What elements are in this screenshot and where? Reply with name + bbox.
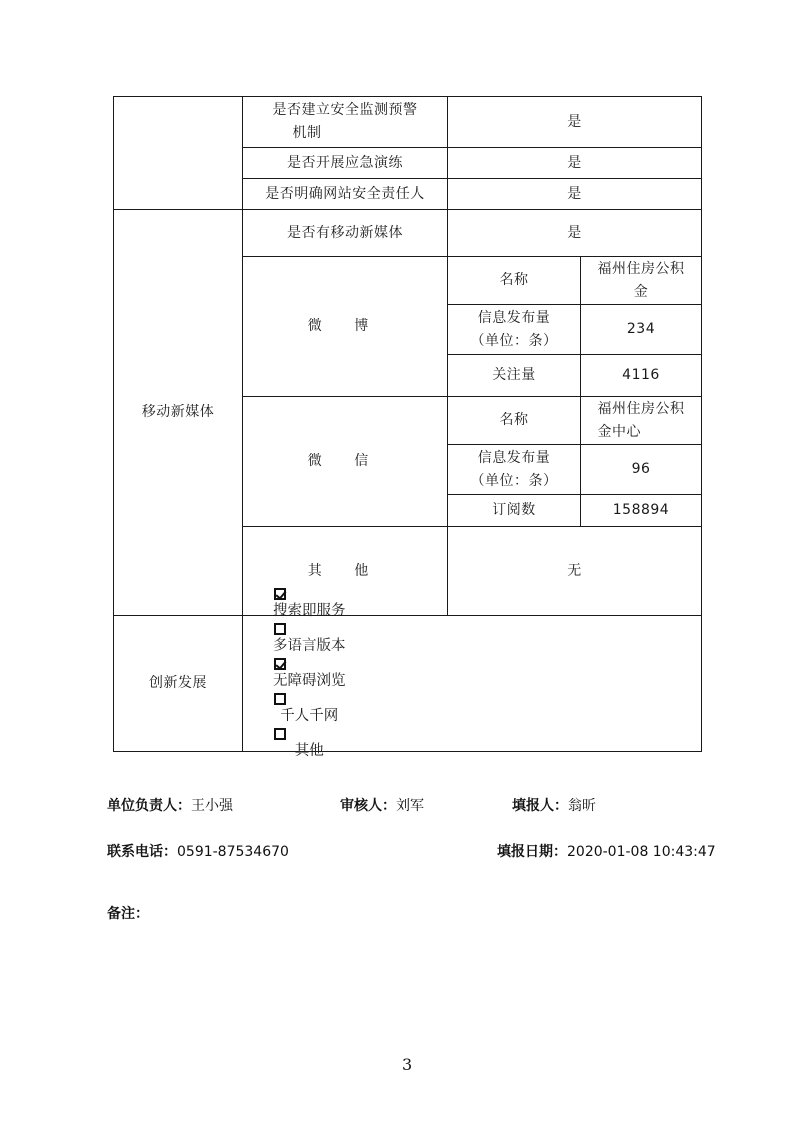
weibo-publish-label bbox=[448, 305, 580, 354]
monitoring-warning-value: 是 bbox=[567, 113, 582, 130]
wechat-label: 微 信 bbox=[307, 453, 383, 469]
other-media-value: 无 bbox=[567, 562, 582, 579]
wechat-publish-label bbox=[448, 445, 580, 494]
search-as-service-checkbox[interactable] bbox=[274, 588, 286, 600]
table-border-bottom bbox=[113, 751, 702, 752]
phone-label: 联系电话： bbox=[107, 844, 177, 860]
option-accessibility: 无障碍浏览 bbox=[273, 672, 346, 689]
innovation-label: 创新发展 bbox=[149, 675, 207, 691]
table-border-right bbox=[701, 96, 702, 752]
weibo-follow-label: 关注量 bbox=[492, 367, 536, 383]
monitoring-warning-label-line2: 机制 bbox=[292, 125, 322, 141]
has-mobile-media-label: 是否有移动新媒体 bbox=[287, 224, 403, 241]
weibo-follow-value: 4116 bbox=[622, 367, 660, 383]
weibo-label: 微 博 bbox=[307, 318, 383, 334]
monitoring-warning-label-line1: 是否建立安全监测预警 bbox=[272, 102, 418, 118]
fill-date bbox=[497, 841, 716, 861]
wechat-subscribe-value: 158894 bbox=[612, 502, 670, 518]
wechat-name-value bbox=[581, 397, 701, 444]
security-owner-value: 是 bbox=[567, 185, 582, 202]
date-label: 填报日期： bbox=[497, 844, 567, 860]
wechat-publish-value: 96 bbox=[631, 461, 651, 477]
wechat-name-line1: 福州住房公积 bbox=[597, 400, 685, 417]
wechat-name-label: 名称 bbox=[499, 412, 529, 428]
emergency-drill-value: 是 bbox=[567, 154, 582, 171]
mobile-media-section-label: 移动新媒体 bbox=[141, 404, 215, 420]
weibo-publish-label-line1: 信息发布量 bbox=[477, 309, 551, 326]
innovation-options bbox=[243, 602, 701, 759]
wechat-subscribe-label: 订阅数 bbox=[492, 502, 536, 518]
other-checkbox[interactable] bbox=[274, 728, 286, 740]
unit-head-label: 单位负责人： bbox=[107, 798, 191, 814]
weibo-publish-label-line2: （单位：条） bbox=[470, 332, 558, 349]
weibo-publish-value: 234 bbox=[626, 321, 656, 337]
option-search-as-service: 搜索即服务 bbox=[273, 602, 346, 619]
emergency-drill-label: 是否开展应急演练 bbox=[287, 154, 403, 171]
option-personalized: 千人千网 bbox=[280, 707, 339, 724]
weibo-name-label: 名称 bbox=[499, 272, 529, 288]
weibo-name-value bbox=[581, 257, 701, 304]
page-number: 3 bbox=[402, 1055, 413, 1074]
weibo-name-line1: 福州住房公积 bbox=[597, 260, 685, 277]
filler-value: 翁昕 bbox=[568, 798, 596, 814]
wechat-name-line2: 金中心 bbox=[597, 423, 641, 440]
wechat-publish-label-line2: （单位：条） bbox=[470, 472, 558, 489]
unit-head-value: 王小强 bbox=[191, 798, 233, 814]
personalized-checkbox[interactable] bbox=[274, 693, 286, 705]
other-media-label: 其 他 bbox=[307, 562, 383, 579]
reviewer-value: 刘军 bbox=[396, 798, 424, 814]
security-owner-label: 是否明确网站安全责任人 bbox=[265, 185, 425, 202]
remarks: 备注： bbox=[107, 906, 149, 922]
wechat-publish-label-line1: 信息发布量 bbox=[477, 449, 551, 466]
has-mobile-media-value: 是 bbox=[567, 224, 582, 241]
option-multilingual: 多语言版本 bbox=[273, 637, 346, 654]
monitoring-warning-label bbox=[243, 97, 447, 147]
multilingual-checkbox[interactable] bbox=[274, 623, 286, 635]
contact-phone bbox=[107, 841, 289, 861]
phone-value: 0591-87534670 bbox=[177, 844, 289, 860]
date-value: 2020-01-08 10:43:47 bbox=[567, 844, 716, 860]
weibo-name-line2: 金 bbox=[633, 283, 649, 300]
filler bbox=[512, 795, 596, 815]
accessibility-checkbox[interactable] bbox=[274, 658, 286, 670]
reviewer-label: 审核人： bbox=[340, 798, 396, 814]
reviewer bbox=[340, 795, 424, 815]
option-other: 其他 bbox=[294, 742, 324, 759]
filler-label: 填报人： bbox=[512, 798, 568, 814]
unit-head bbox=[107, 795, 233, 815]
